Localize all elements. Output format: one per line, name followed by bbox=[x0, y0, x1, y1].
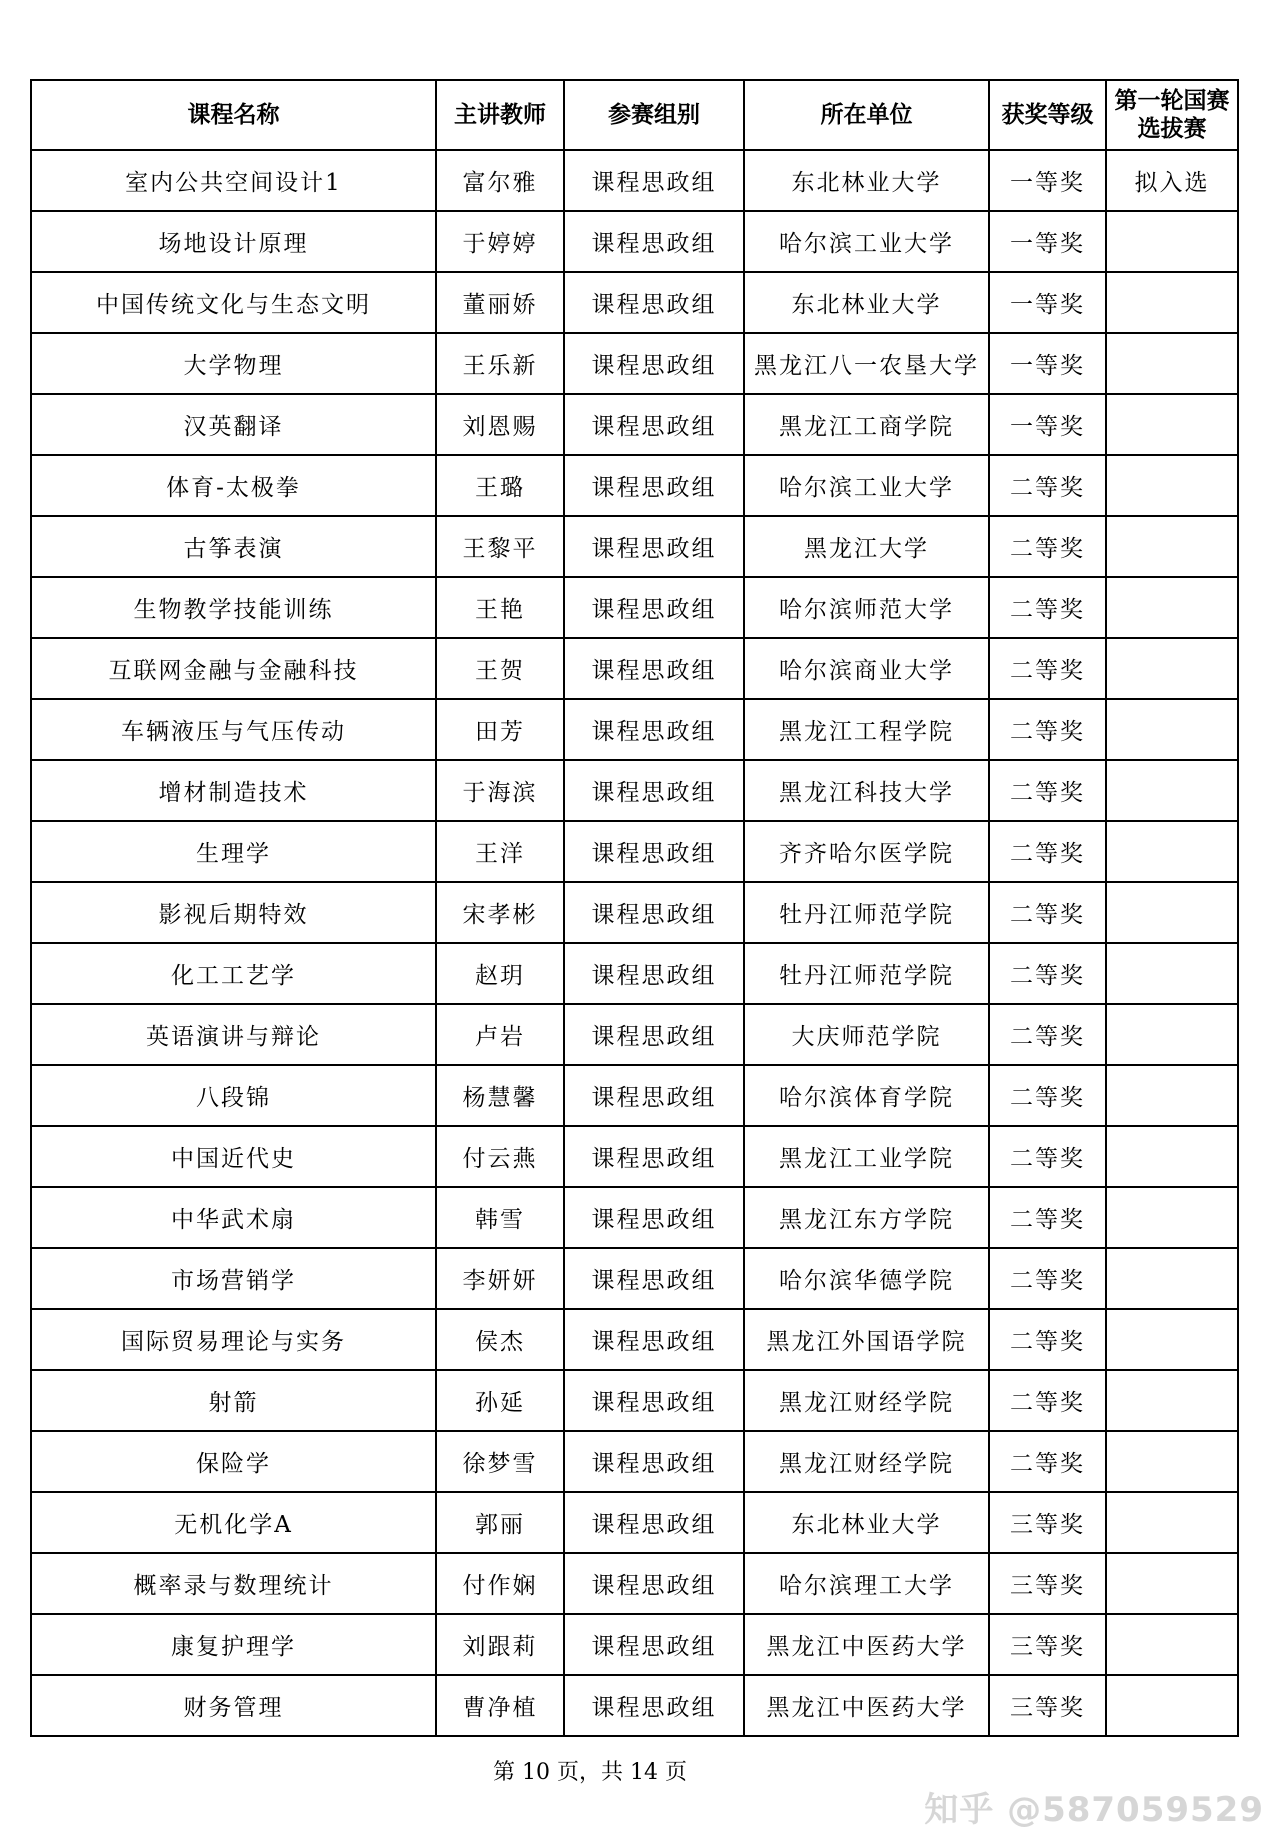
cell-group: 课程思政组 bbox=[564, 1187, 744, 1248]
cell-national-selection bbox=[1106, 577, 1238, 638]
table-row bbox=[31, 455, 1238, 516]
cell-teacher: 卢岩 bbox=[436, 1004, 564, 1065]
table-row bbox=[31, 699, 1238, 760]
table-row bbox=[31, 1248, 1238, 1309]
page-number: 第 10 页，共 14 页 bbox=[493, 1760, 687, 1785]
cell-teacher: 韩雪 bbox=[436, 1187, 564, 1248]
cell-course-name: 古筝表演 bbox=[31, 516, 436, 577]
cell-group: 课程思政组 bbox=[564, 516, 744, 577]
header-teacher: 主讲教师 bbox=[436, 80, 564, 150]
cell-national-selection bbox=[1106, 1065, 1238, 1126]
cell-institution: 哈尔滨理工大学 bbox=[744, 1553, 989, 1614]
cell-award-level: 二等奖 bbox=[989, 943, 1106, 1004]
cell-institution: 黑龙江财经学院 bbox=[744, 1431, 989, 1492]
cell-national-selection bbox=[1106, 333, 1238, 394]
cell-teacher: 王璐 bbox=[436, 455, 564, 516]
cell-national-selection bbox=[1106, 1248, 1238, 1309]
table-row bbox=[31, 1309, 1238, 1370]
table-row bbox=[31, 638, 1238, 699]
cell-group: 课程思政组 bbox=[564, 455, 744, 516]
cell-course-name: 生理学 bbox=[31, 821, 436, 882]
cell-group: 课程思政组 bbox=[564, 211, 744, 272]
table-row bbox=[31, 577, 1238, 638]
cell-group: 课程思政组 bbox=[564, 1248, 744, 1309]
cell-national-selection bbox=[1106, 211, 1238, 272]
cell-teacher: 刘跟莉 bbox=[436, 1614, 564, 1675]
cell-institution: 东北林业大学 bbox=[744, 1492, 989, 1553]
cell-institution: 哈尔滨师范大学 bbox=[744, 577, 989, 638]
cell-award-level: 三等奖 bbox=[989, 1614, 1106, 1675]
cell-award-level: 二等奖 bbox=[989, 455, 1106, 516]
table-row bbox=[31, 1675, 1238, 1736]
cell-group: 课程思政组 bbox=[564, 394, 744, 455]
cell-award-level: 二等奖 bbox=[989, 1126, 1106, 1187]
cell-group: 课程思政组 bbox=[564, 272, 744, 333]
table-row bbox=[31, 1614, 1238, 1675]
cell-course-name: 室内公共空间设计1 bbox=[31, 150, 436, 211]
cell-group: 课程思政组 bbox=[564, 1370, 744, 1431]
cell-institution: 黑龙江财经学院 bbox=[744, 1370, 989, 1431]
header-course-name: 课程名称 bbox=[31, 80, 436, 150]
cell-award-level: 二等奖 bbox=[989, 1370, 1106, 1431]
table-body bbox=[31, 150, 1238, 1736]
cell-national-selection bbox=[1106, 1553, 1238, 1614]
cell-teacher: 付作娴 bbox=[436, 1553, 564, 1614]
cell-institution: 哈尔滨华德学院 bbox=[744, 1248, 989, 1309]
cell-institution: 黑龙江工业学院 bbox=[744, 1126, 989, 1187]
cell-course-name: 场地设计原理 bbox=[31, 211, 436, 272]
cell-award-level: 二等奖 bbox=[989, 516, 1106, 577]
cell-teacher: 付云燕 bbox=[436, 1126, 564, 1187]
cell-teacher: 富尔雅 bbox=[436, 150, 564, 211]
header-national-selection: 第一轮国赛选拔赛 bbox=[1106, 80, 1238, 150]
cell-course-name: 增材制造技术 bbox=[31, 760, 436, 821]
cell-teacher: 于婷婷 bbox=[436, 211, 564, 272]
cell-course-name: 体育-太极拳 bbox=[31, 455, 436, 516]
cell-institution: 牡丹江师范学院 bbox=[744, 943, 989, 1004]
cell-group: 课程思政组 bbox=[564, 699, 744, 760]
cell-teacher: 侯杰 bbox=[436, 1309, 564, 1370]
table-row bbox=[31, 882, 1238, 943]
cell-institution: 黑龙江大学 bbox=[744, 516, 989, 577]
header-award-level: 获奖等级 bbox=[989, 80, 1106, 150]
table-header-row bbox=[31, 80, 1238, 150]
table-row bbox=[31, 516, 1238, 577]
cell-course-name: 影视后期特效 bbox=[31, 882, 436, 943]
cell-institution: 黑龙江工商学院 bbox=[744, 394, 989, 455]
cell-group: 课程思政组 bbox=[564, 577, 744, 638]
cell-group: 课程思政组 bbox=[564, 1309, 744, 1370]
cell-institution: 哈尔滨工业大学 bbox=[744, 455, 989, 516]
cell-national-selection bbox=[1106, 1309, 1238, 1370]
cell-teacher: 王乐新 bbox=[436, 333, 564, 394]
cell-national-selection bbox=[1106, 1187, 1238, 1248]
table-row bbox=[31, 150, 1238, 211]
header-institution: 所在单位 bbox=[744, 80, 989, 150]
cell-course-name: 大学物理 bbox=[31, 333, 436, 394]
cell-award-level: 二等奖 bbox=[989, 1431, 1106, 1492]
cell-teacher: 徐梦雪 bbox=[436, 1431, 564, 1492]
cell-institution: 黑龙江外国语学院 bbox=[744, 1309, 989, 1370]
cell-group: 课程思政组 bbox=[564, 882, 744, 943]
cell-group: 课程思政组 bbox=[564, 1614, 744, 1675]
cell-course-name: 汉英翻译 bbox=[31, 394, 436, 455]
cell-group: 课程思政组 bbox=[564, 638, 744, 699]
cell-national-selection bbox=[1106, 638, 1238, 699]
cell-award-level: 二等奖 bbox=[989, 1248, 1106, 1309]
cell-group: 课程思政组 bbox=[564, 760, 744, 821]
cell-institution: 哈尔滨体育学院 bbox=[744, 1065, 989, 1126]
cell-teacher: 王黎平 bbox=[436, 516, 564, 577]
cell-teacher: 郭丽 bbox=[436, 1492, 564, 1553]
cell-award-level: 三等奖 bbox=[989, 1492, 1106, 1553]
table-row bbox=[31, 1065, 1238, 1126]
cell-course-name: 中国近代史 bbox=[31, 1126, 436, 1187]
cell-award-level: 一等奖 bbox=[989, 211, 1106, 272]
cell-institution: 黑龙江东方学院 bbox=[744, 1187, 989, 1248]
header-group: 参赛组别 bbox=[564, 80, 744, 150]
cell-group: 课程思政组 bbox=[564, 1004, 744, 1065]
cell-teacher: 李妍妍 bbox=[436, 1248, 564, 1309]
cell-national-selection bbox=[1106, 821, 1238, 882]
cell-award-level: 二等奖 bbox=[989, 638, 1106, 699]
cell-group: 课程思政组 bbox=[564, 333, 744, 394]
cell-national-selection bbox=[1106, 1431, 1238, 1492]
cell-teacher: 王洋 bbox=[436, 821, 564, 882]
watermark: 知乎 @587059529 bbox=[924, 1790, 1264, 1830]
cell-institution: 黑龙江科技大学 bbox=[744, 760, 989, 821]
cell-award-level: 二等奖 bbox=[989, 760, 1106, 821]
cell-course-name: 车辆液压与气压传动 bbox=[31, 699, 436, 760]
table-row bbox=[31, 1370, 1238, 1431]
cell-course-name: 无机化学A bbox=[31, 1492, 436, 1553]
cell-teacher: 王贺 bbox=[436, 638, 564, 699]
cell-award-level: 一等奖 bbox=[989, 272, 1106, 333]
cell-group: 课程思政组 bbox=[564, 150, 744, 211]
cell-course-name: 康复护理学 bbox=[31, 1614, 436, 1675]
cell-group: 课程思政组 bbox=[564, 1675, 744, 1736]
cell-course-name: 国际贸易理论与实务 bbox=[31, 1309, 436, 1370]
table-row bbox=[31, 1126, 1238, 1187]
cell-national-selection bbox=[1106, 516, 1238, 577]
cell-national-selection bbox=[1106, 394, 1238, 455]
cell-teacher: 杨慧馨 bbox=[436, 1065, 564, 1126]
cell-institution: 东北林业大学 bbox=[744, 272, 989, 333]
cell-institution: 黑龙江中医药大学 bbox=[744, 1675, 989, 1736]
cell-course-name: 财务管理 bbox=[31, 1675, 436, 1736]
cell-institution: 齐齐哈尔医学院 bbox=[744, 821, 989, 882]
cell-institution: 哈尔滨工业大学 bbox=[744, 211, 989, 272]
cell-teacher: 孙延 bbox=[436, 1370, 564, 1431]
cell-award-level: 二等奖 bbox=[989, 1309, 1106, 1370]
cell-institution: 黑龙江八一农垦大学 bbox=[744, 333, 989, 394]
table-row bbox=[31, 272, 1238, 333]
cell-course-name: 保险学 bbox=[31, 1431, 436, 1492]
cell-award-level: 三等奖 bbox=[989, 1553, 1106, 1614]
cell-teacher: 田芳 bbox=[436, 699, 564, 760]
cell-national-selection bbox=[1106, 699, 1238, 760]
cell-award-level: 一等奖 bbox=[989, 150, 1106, 211]
cell-course-name: 八段锦 bbox=[31, 1065, 436, 1126]
table-row bbox=[31, 211, 1238, 272]
cell-institution: 牡丹江师范学院 bbox=[744, 882, 989, 943]
awards-table bbox=[30, 79, 1239, 1737]
cell-national-selection bbox=[1106, 882, 1238, 943]
table-row bbox=[31, 1492, 1238, 1553]
cell-award-level: 二等奖 bbox=[989, 699, 1106, 760]
cell-award-level: 二等奖 bbox=[989, 1004, 1106, 1065]
table-row bbox=[31, 821, 1238, 882]
cell-teacher: 于海滨 bbox=[436, 760, 564, 821]
cell-award-level: 二等奖 bbox=[989, 882, 1106, 943]
cell-award-level: 三等奖 bbox=[989, 1675, 1106, 1736]
cell-institution: 东北林业大学 bbox=[744, 150, 989, 211]
table-row bbox=[31, 333, 1238, 394]
cell-teacher: 宋孝彬 bbox=[436, 882, 564, 943]
table-row bbox=[31, 1004, 1238, 1065]
cell-award-level: 二等奖 bbox=[989, 821, 1106, 882]
cell-award-level: 一等奖 bbox=[989, 333, 1106, 394]
cell-institution: 黑龙江工程学院 bbox=[744, 699, 989, 760]
cell-group: 课程思政组 bbox=[564, 1065, 744, 1126]
cell-teacher: 曹净植 bbox=[436, 1675, 564, 1736]
cell-teacher: 赵玥 bbox=[436, 943, 564, 1004]
table-row bbox=[31, 1553, 1238, 1614]
cell-national-selection bbox=[1106, 272, 1238, 333]
table-row bbox=[31, 1187, 1238, 1248]
cell-course-name: 生物教学技能训练 bbox=[31, 577, 436, 638]
cell-award-level: 二等奖 bbox=[989, 1187, 1106, 1248]
cell-national-selection bbox=[1106, 943, 1238, 1004]
cell-course-name: 中国传统文化与生态文明 bbox=[31, 272, 436, 333]
cell-national-selection: 拟入选 bbox=[1106, 150, 1238, 211]
cell-national-selection bbox=[1106, 1492, 1238, 1553]
cell-course-name: 互联网金融与金融科技 bbox=[31, 638, 436, 699]
cell-national-selection bbox=[1106, 1126, 1238, 1187]
cell-national-selection bbox=[1106, 1675, 1238, 1736]
cell-group: 课程思政组 bbox=[564, 943, 744, 1004]
cell-group: 课程思政组 bbox=[564, 1553, 744, 1614]
cell-course-name: 中华武术扇 bbox=[31, 1187, 436, 1248]
cell-group: 课程思政组 bbox=[564, 1126, 744, 1187]
table-row bbox=[31, 943, 1238, 1004]
cell-course-name: 英语演讲与辩论 bbox=[31, 1004, 436, 1065]
cell-teacher: 董丽娇 bbox=[436, 272, 564, 333]
cell-teacher: 王艳 bbox=[436, 577, 564, 638]
cell-group: 课程思政组 bbox=[564, 821, 744, 882]
cell-course-name: 概率录与数理统计 bbox=[31, 1553, 436, 1614]
cell-institution: 大庆师范学院 bbox=[744, 1004, 989, 1065]
cell-course-name: 市场营销学 bbox=[31, 1248, 436, 1309]
cell-award-level: 二等奖 bbox=[989, 1065, 1106, 1126]
cell-national-selection bbox=[1106, 1614, 1238, 1675]
cell-award-level: 二等奖 bbox=[989, 577, 1106, 638]
cell-national-selection bbox=[1106, 1004, 1238, 1065]
cell-national-selection bbox=[1106, 760, 1238, 821]
cell-institution: 黑龙江中医药大学 bbox=[744, 1614, 989, 1675]
table-row bbox=[31, 394, 1238, 455]
cell-institution: 哈尔滨商业大学 bbox=[744, 638, 989, 699]
cell-course-name: 化工工艺学 bbox=[31, 943, 436, 1004]
cell-teacher: 刘恩赐 bbox=[436, 394, 564, 455]
table-row bbox=[31, 1431, 1238, 1492]
cell-award-level: 一等奖 bbox=[989, 394, 1106, 455]
cell-course-name: 射箭 bbox=[31, 1370, 436, 1431]
cell-national-selection bbox=[1106, 455, 1238, 516]
table-row bbox=[31, 760, 1238, 821]
cell-group: 课程思政组 bbox=[564, 1492, 744, 1553]
cell-national-selection bbox=[1106, 1370, 1238, 1431]
cell-group: 课程思政组 bbox=[564, 1431, 744, 1492]
